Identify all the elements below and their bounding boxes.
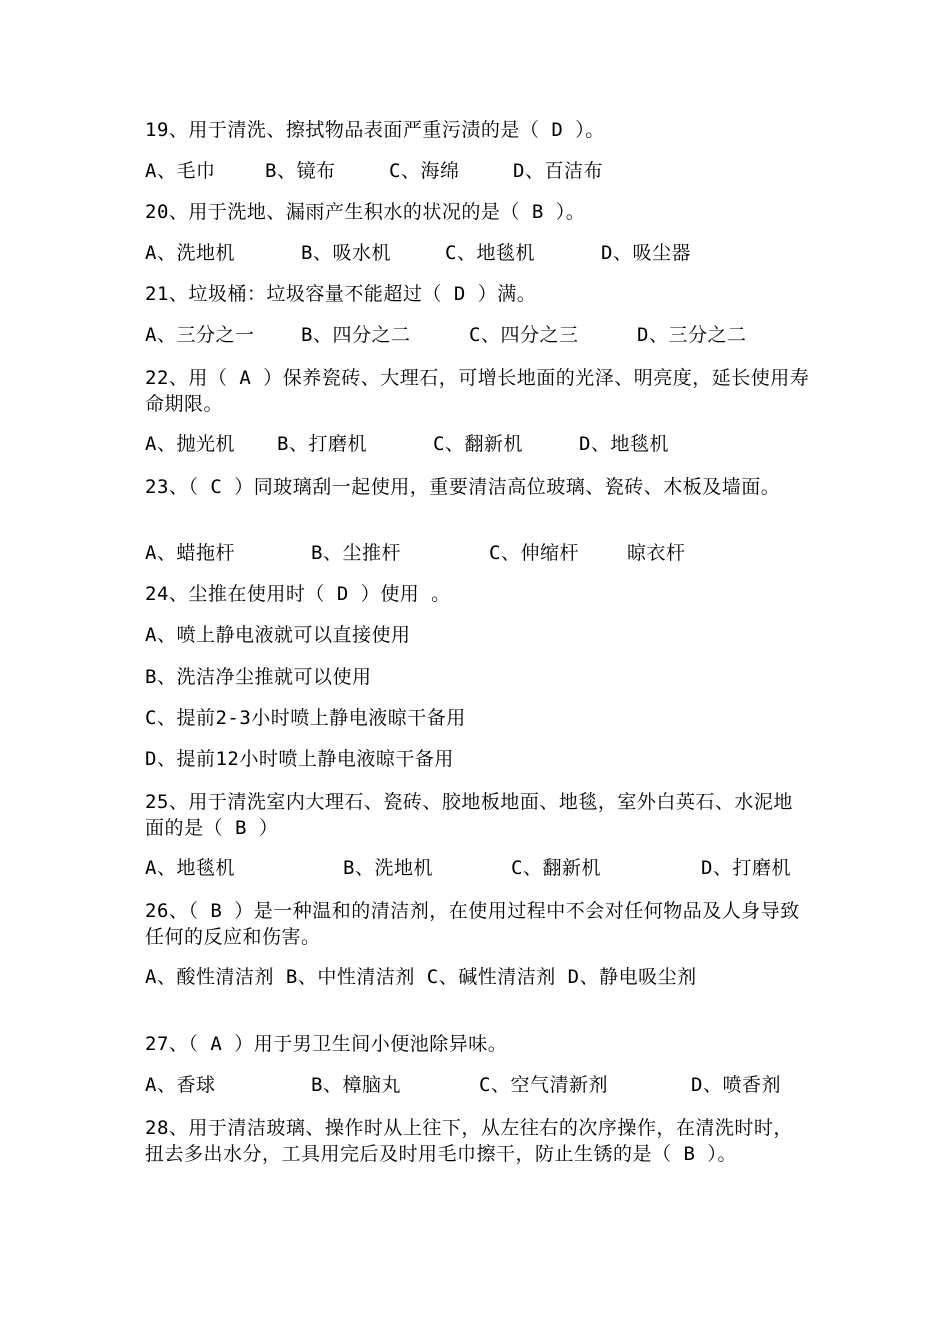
option-c: C、翻新机 xyxy=(433,433,523,455)
option-d: D、吸尘器 xyxy=(601,242,691,264)
option-d: 晾衣杆 xyxy=(627,542,686,564)
question-24-option-d: D、提前12小时喷上静电液晾干备用 xyxy=(145,748,454,770)
option-d: D、三分之二 xyxy=(637,324,747,346)
option-c: C、四分之三 xyxy=(469,324,579,346)
question-24-option-c: C、提前2-3小时喷上静电液晾干备用 xyxy=(145,707,466,729)
option-a: A、抛光机 xyxy=(145,433,235,455)
question-23-stem: 23、（ C ）同玻璃刮一起使用，重要清洁高位玻璃、瓷砖、木板及墙面。 xyxy=(145,476,781,498)
option-c: C、伸缩杆 xyxy=(489,542,579,564)
option-a: A、洗地机 xyxy=(145,242,235,264)
question-27-stem: 27、（ A ）用于男卫生间小便池除异味。 xyxy=(145,1033,508,1055)
question-26-options: A、酸性清洁剂 B、中性清洁剂 C、碱性清洁剂 D、静电吸尘剂 xyxy=(145,966,697,988)
option-b: B、打磨机 xyxy=(277,433,367,455)
option-a: A、香球 xyxy=(145,1074,216,1096)
option-b: B、镜布 xyxy=(265,160,336,182)
question-21-stem: 21、垃圾桶：垃圾容量不能超过（ D ）满。 xyxy=(145,283,537,305)
question-24-stem: 24、尘推在使用时（ D ）使用 。 xyxy=(145,583,451,605)
question-19-stem: 19、用于清洗、擦拭物品表面严重污渍的是（ D ）。 xyxy=(145,119,605,141)
option-b: B、尘推杆 xyxy=(311,542,401,564)
question-24-option-b: B、洗洁净尘推就可以使用 xyxy=(145,666,372,688)
option-c: C、翻新机 xyxy=(511,857,601,879)
question-20-stem: 20、用于洗地、漏雨产生积水的状况的是（ B ）。 xyxy=(145,201,586,223)
question-28-stem: 28、用于清洁玻璃、操作时从上往下，从左往右的次序操作，在清洗时时，扭去多出水分，工具用完后及时用毛巾擦干，防止生锈的是（ B ）。 xyxy=(145,1117,793,1165)
option-a: A、蜡拖杆 xyxy=(145,542,235,564)
option-a: A、三分之一 xyxy=(145,324,255,346)
option-c: C、海绵 xyxy=(389,160,460,182)
question-25-stem: 25、用于清洗室内大理石、瓷砖、胶地板地面、地毯，室外白英石、水泥地面的是（ B ） xyxy=(145,791,793,839)
question-24-option-a: A、喷上静电液就可以直接使用 xyxy=(145,624,411,646)
option-a: A、毛巾 xyxy=(145,160,216,182)
option-c: C、地毯机 xyxy=(445,242,535,264)
option-a: A、地毯机 xyxy=(145,857,235,879)
option-b: B、吸水机 xyxy=(301,242,391,264)
option-c: C、空气清新剂 xyxy=(479,1074,608,1096)
question-22-stem: 22、用（ A ）保养瓷砖、大理石，可增长地面的光泽、明亮度，延长使用寿命期限。 xyxy=(145,367,810,415)
question-26-stem: 26、（ B ）是一种温和的清洁剂，在使用过程中不会对任何物品及人身导致任何的反应和伤害。 xyxy=(145,900,800,948)
option-d: D、地毯机 xyxy=(579,433,669,455)
option-d: D、百洁布 xyxy=(513,160,603,182)
option-b: B、樟脑丸 xyxy=(311,1074,401,1096)
option-b: B、四分之二 xyxy=(301,324,411,346)
option-d: D、打磨机 xyxy=(701,857,791,879)
option-b: B、洗地机 xyxy=(343,857,433,879)
option-d: D、喷香剂 xyxy=(691,1074,781,1096)
